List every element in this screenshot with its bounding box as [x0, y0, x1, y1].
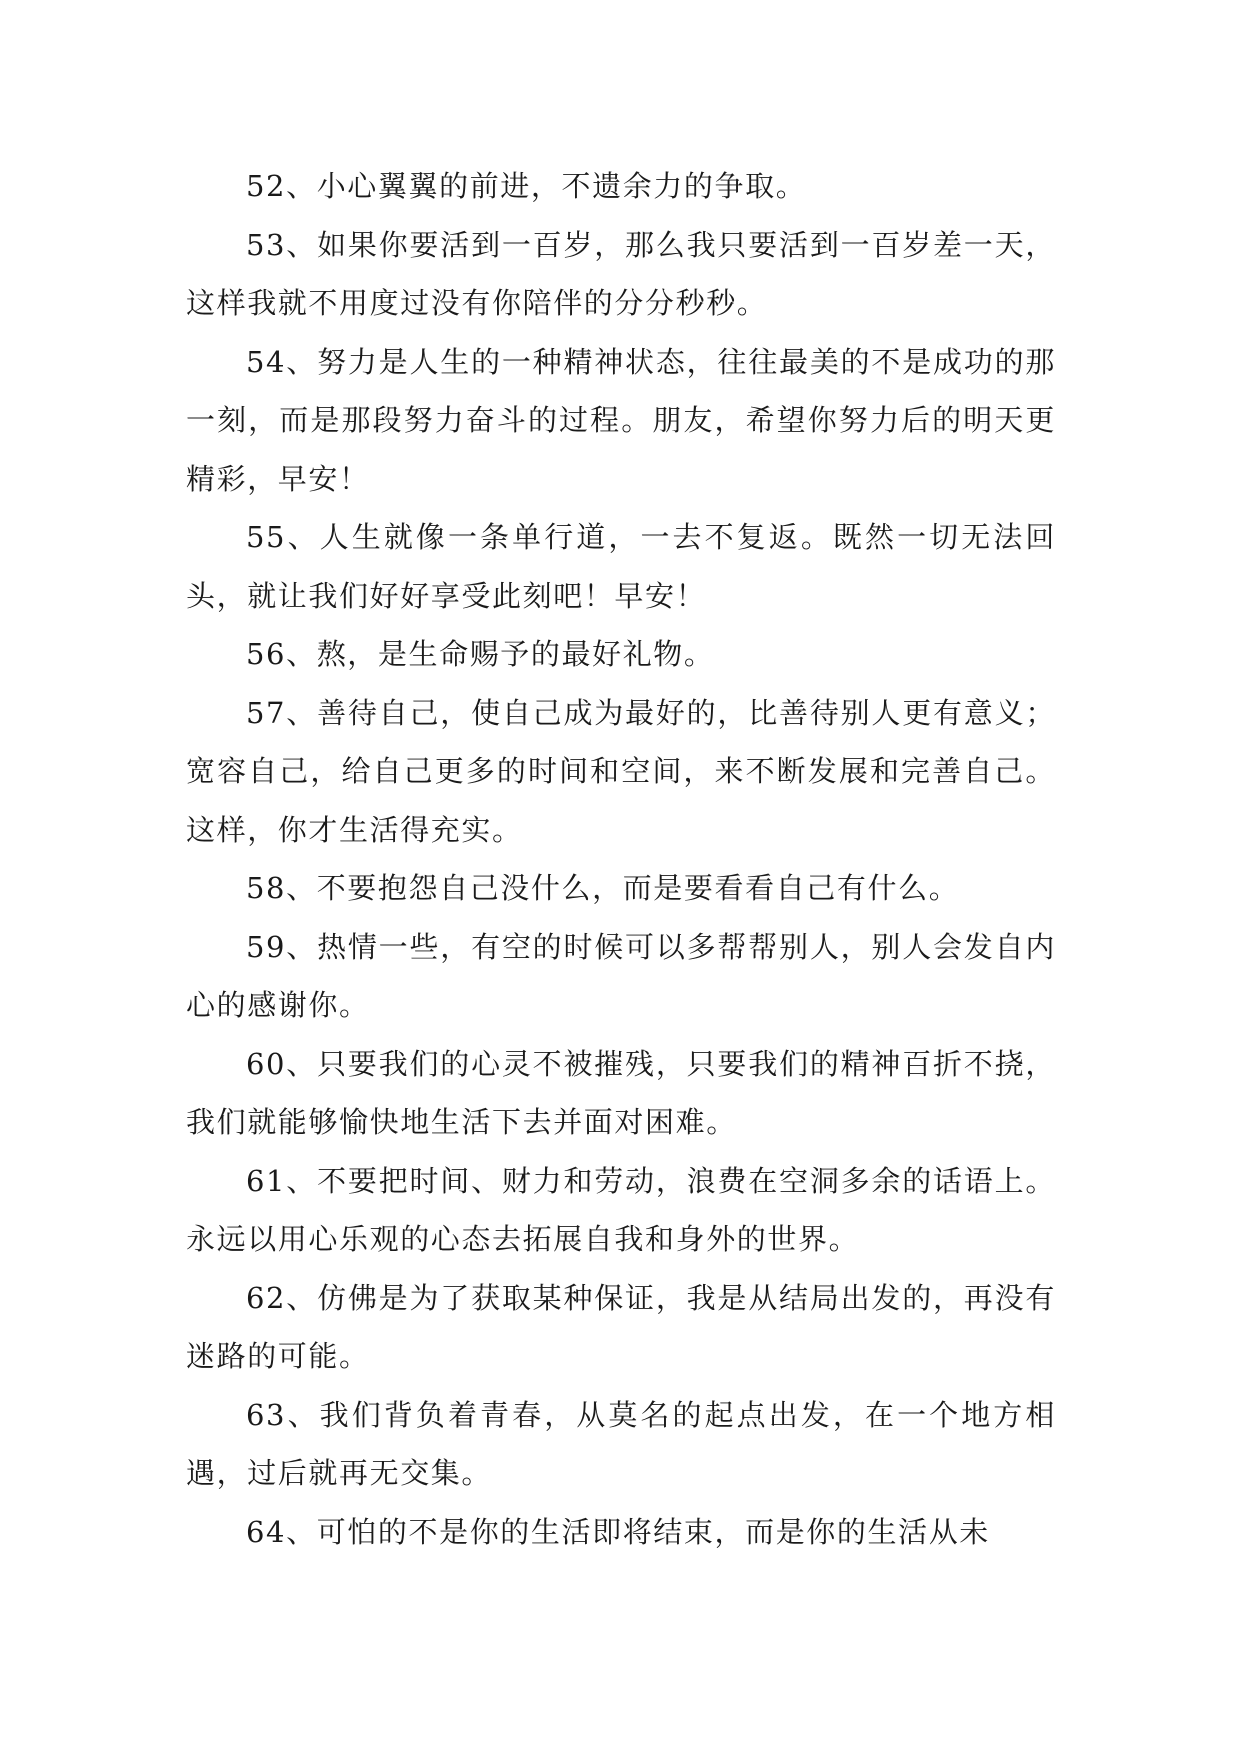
paragraph-61: 61、不要把时间、财力和劳动，浪费在空洞多余的话语上。永远以用心乐观的心态去拓展自我和身外的世界。	[186, 1163, 1056, 1256]
paragraph-59: 59、热情一些，有空的时候可以多帮帮别人，别人会发自内心的感谢你。	[186, 929, 1056, 1022]
document-body	[186, 157, 1056, 1561]
paragraph-55: 55、人生就像一条单行道，一去不复返。既然一切无法回头，就让我们好好享受此刻吧！早安！	[186, 520, 1056, 613]
paragraph-56: 56、熬，是生命赐予的最好礼物。	[246, 637, 715, 671]
paragraph-62: 62、仿佛是为了获取某种保证，我是从结局出发的，再没有迷路的可能。	[186, 1280, 1056, 1373]
paragraph-60: 60、只要我们的心灵不被摧残，只要我们的精神百折不挠，我们就能够愉快地生活下去并面对困难。	[186, 1046, 1056, 1139]
paragraph-52: 52、小心翼翼的前进，不遗余力的争取。	[246, 169, 807, 203]
paragraph-57: 57、善待自己，使自己成为最好的，比善待别人更有意义；宽容自己，给自己更多的时间和空间，来不断发展和完善自己。这样，你才生活得充实。	[186, 695, 1056, 847]
paragraph-58: 58、不要抱怨自己没什么，而是要看看自己有什么。	[246, 871, 960, 905]
paragraph-54: 54、努力是人生的一种精神状态，往往最美的不是成功的那一刻，而是那段努力奋斗的过程。朋友，希望你努力后的明天更精彩，早安！	[186, 344, 1056, 496]
paragraph-63: 63、我们背负着青春，从莫名的起点出发，在一个地方相遇，过后就再无交集。	[186, 1397, 1056, 1490]
paragraph-64: 64、可怕的不是你的生活即将结束，而是你的生活从未	[246, 1514, 990, 1549]
paragraph-53: 53、如果你要活到一百岁，那么我只要活到一百岁差一天，这样我就不用度过没有你陪伴的分分秒秒。	[186, 227, 1056, 320]
